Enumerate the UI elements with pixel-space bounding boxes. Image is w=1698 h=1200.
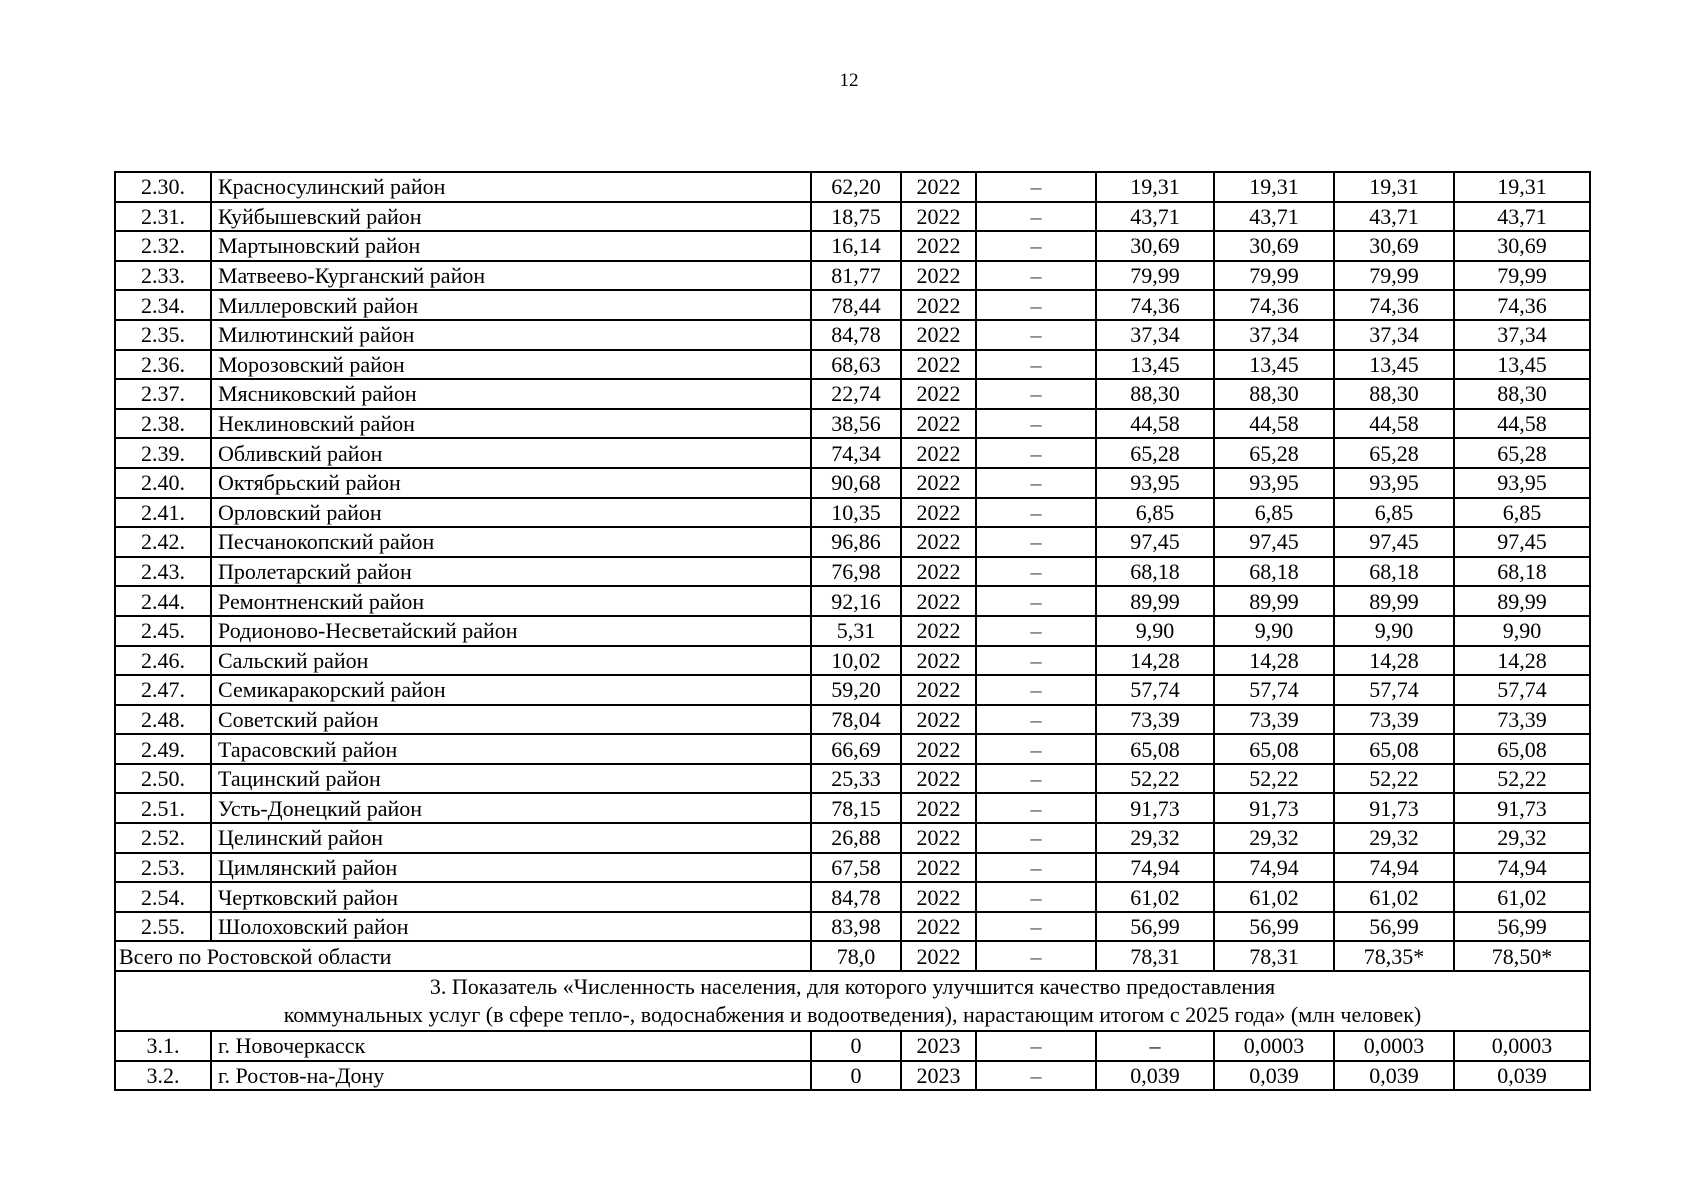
district-name: Мясниковский район [211,379,811,409]
empty-value: – [976,202,1096,232]
value-3: 68,18 [1334,557,1454,587]
value-2: 73,39 [1214,705,1334,735]
base-value: 62,20 [811,172,901,202]
base-value: 74,34 [811,438,901,468]
value-3: 93,95 [1334,468,1454,498]
base-year: 2022 [901,823,976,853]
district-name: Мартыновский район [211,231,811,261]
row-number: 2.50. [115,764,211,794]
table-row [115,202,1590,232]
base-year: 2022 [901,379,976,409]
empty-value: – [976,261,1096,291]
empty-value: – [976,379,1096,409]
base-year: 2022 [901,557,976,587]
district-name: Миллеровский район [211,290,811,320]
row-number: 2.44. [115,586,211,616]
row-number: 2.53. [115,853,211,883]
value-1: 37,34 [1096,320,1214,350]
value-4: 57,74 [1454,675,1590,705]
total-base-value: 78,0 [811,941,901,971]
value-4: 73,39 [1454,705,1590,735]
row-number: 2.40. [115,468,211,498]
empty-value: – [976,912,1096,942]
base-value: 26,88 [811,823,901,853]
value-2: 88,30 [1214,379,1334,409]
value-4: 68,18 [1454,557,1590,587]
base-value: 84,78 [811,882,901,912]
district-name: Куйбышевский район [211,202,811,232]
empty-value: – [976,350,1096,380]
value-1: 65,28 [1096,438,1214,468]
table-row [115,882,1590,912]
table-row [115,290,1590,320]
value-2: 74,36 [1214,290,1334,320]
value-3: 19,31 [1334,172,1454,202]
base-year: 2023 [901,1031,976,1061]
district-name: Шолоховский район [211,912,811,942]
row-number: 2.32. [115,231,211,261]
table-row [115,320,1590,350]
value-1: 43,71 [1096,202,1214,232]
empty-value: – [976,527,1096,557]
row-number: 2.31. [115,202,211,232]
value-3: 14,28 [1334,646,1454,676]
value-4: 74,94 [1454,853,1590,883]
district-name: г. Новочеркасск [211,1031,811,1061]
base-year: 2022 [901,231,976,261]
district-name: Орловский район [211,498,811,528]
base-year: 2022 [901,320,976,350]
value-3: 43,71 [1334,202,1454,232]
value-4: 61,02 [1454,882,1590,912]
value-2: 91,73 [1214,793,1334,823]
district-name: Пролетарский район [211,557,811,587]
value-1: 74,94 [1096,853,1214,883]
value-1: 68,18 [1096,557,1214,587]
value-3: 74,94 [1334,853,1454,883]
base-year: 2022 [901,498,976,528]
base-year: 2022 [901,527,976,557]
empty-value: – [976,498,1096,528]
value-4: 44,58 [1454,409,1590,439]
value-1: 30,69 [1096,231,1214,261]
empty-value: – [976,882,1096,912]
empty-value: – [976,290,1096,320]
value-2: 14,28 [1214,646,1334,676]
value-1: 65,08 [1096,734,1214,764]
value-4: 74,36 [1454,290,1590,320]
base-value: 59,20 [811,675,901,705]
table-row [115,409,1590,439]
value-2: 37,34 [1214,320,1334,350]
total-base-year: 2022 [901,941,976,971]
value-2: 44,58 [1214,409,1334,439]
empty-value: – [976,793,1096,823]
table-row [115,853,1590,883]
base-value: 84,78 [811,320,901,350]
table-row [115,705,1590,735]
base-year: 2022 [901,764,976,794]
table-row [115,261,1590,291]
base-value: 78,04 [811,705,901,735]
value-2: 65,08 [1214,734,1334,764]
empty-value: – [976,705,1096,735]
value-4: 0,0003 [1454,1031,1590,1061]
value-4: 9,90 [1454,616,1590,646]
base-value: 67,58 [811,853,901,883]
value-4: 65,08 [1454,734,1590,764]
value-4: 6,85 [1454,498,1590,528]
table-row [115,646,1590,676]
value-2: 61,02 [1214,882,1334,912]
base-value: 10,02 [811,646,901,676]
base-value: 81,77 [811,261,901,291]
base-year: 2022 [901,646,976,676]
value-2: 57,74 [1214,675,1334,705]
empty-value: – [976,616,1096,646]
value-1: 19,31 [1096,172,1214,202]
empty-value: – [976,1061,1096,1091]
table-row [115,527,1590,557]
value-2: 93,95 [1214,468,1334,498]
value-1: 79,99 [1096,261,1214,291]
empty-value: – [976,172,1096,202]
base-value: 16,14 [811,231,901,261]
base-year: 2022 [901,468,976,498]
base-value: 78,15 [811,793,901,823]
row-number: 2.38. [115,409,211,439]
value-3: 73,39 [1334,705,1454,735]
district-name: Ремонтненский район [211,586,811,616]
row-number: 2.42. [115,527,211,557]
value-1: 93,95 [1096,468,1214,498]
table-row [115,557,1590,587]
total-value-1: 78,31 [1096,941,1214,971]
table-row [115,438,1590,468]
base-value: 10,35 [811,498,901,528]
district-name: Неклиновский район [211,409,811,439]
empty-value: – [976,557,1096,587]
base-year: 2022 [901,705,976,735]
value-2: 52,22 [1214,764,1334,794]
table-row [115,912,1590,942]
base-value: 90,68 [811,468,901,498]
base-year: 2022 [901,438,976,468]
value-3: 97,45 [1334,527,1454,557]
section-header-row [115,971,1590,1031]
district-name: г. Ростов-на-Дону [211,1061,811,1091]
base-year: 2022 [901,793,976,823]
value-2: 13,45 [1214,350,1334,380]
value-2: 89,99 [1214,586,1334,616]
value-2: 0,039 [1214,1061,1334,1091]
table-row [115,379,1590,409]
value-4: 65,28 [1454,438,1590,468]
value-4: 79,99 [1454,261,1590,291]
base-year: 2022 [901,734,976,764]
value-2: 30,69 [1214,231,1334,261]
value-4: 30,69 [1454,231,1590,261]
value-4: 0,039 [1454,1061,1590,1091]
district-name: Тарасовский район [211,734,811,764]
value-3: 57,74 [1334,675,1454,705]
section-3-title-line-1: 3. Показатель «Численность населения, для которого улучшится качество предоставления [429,974,1276,1000]
empty-value: – [976,764,1096,794]
district-name: Обливский район [211,438,811,468]
base-year: 2023 [901,1061,976,1091]
base-value: 25,33 [811,764,901,794]
base-year: 2022 [901,172,976,202]
value-3: 65,28 [1334,438,1454,468]
value-3: 61,02 [1334,882,1454,912]
value-3: 74,36 [1334,290,1454,320]
empty-value: – [976,1031,1096,1061]
total-row [115,941,1590,971]
value-3: 89,99 [1334,586,1454,616]
district-name: Родионово-Несветайский район [211,616,811,646]
district-name: Милютинский район [211,320,811,350]
value-1: 14,28 [1096,646,1214,676]
value-4: 52,22 [1454,764,1590,794]
row-number: 2.46. [115,646,211,676]
value-2: 43,71 [1214,202,1334,232]
total-value-2: 78,31 [1214,941,1334,971]
value-2: 65,28 [1214,438,1334,468]
value-1: 44,58 [1096,409,1214,439]
base-year: 2022 [901,853,976,883]
base-year: 2022 [901,290,976,320]
total-value-3: 78,35* [1334,941,1454,971]
district-name: Чертковский район [211,882,811,912]
empty-value: – [976,409,1096,439]
base-value: 22,74 [811,379,901,409]
base-year: 2022 [901,350,976,380]
base-value: 76,98 [811,557,901,587]
value-4: 93,95 [1454,468,1590,498]
value-3: 0,039 [1334,1061,1454,1091]
page-number: 12 [839,70,859,91]
value-3: 6,85 [1334,498,1454,528]
value-4: 89,99 [1454,586,1590,616]
base-year: 2022 [901,261,976,291]
value-1: 61,02 [1096,882,1214,912]
empty-value: – [976,468,1096,498]
row-number: 2.43. [115,557,211,587]
value-4: 14,28 [1454,646,1590,676]
value-1: 91,73 [1096,793,1214,823]
district-name: Морозовский район [211,350,811,380]
district-name: Семикаракорский район [211,675,811,705]
value-1: 9,90 [1096,616,1214,646]
row-number: 2.52. [115,823,211,853]
district-name: Цимлянский район [211,853,811,883]
value-3: 91,73 [1334,793,1454,823]
empty-value: – [976,646,1096,676]
table-row [115,793,1590,823]
value-1: 74,36 [1096,290,1214,320]
total-empty-value: – [976,941,1096,971]
value-3: 9,90 [1334,616,1454,646]
base-value: 5,31 [811,616,901,646]
base-value: 38,56 [811,409,901,439]
district-name: Тацинский район [211,764,811,794]
table-row [115,616,1590,646]
empty-value: – [976,438,1096,468]
value-1: 52,22 [1096,764,1214,794]
value-2: 19,31 [1214,172,1334,202]
value-2: 0,0003 [1214,1031,1334,1061]
base-year: 2022 [901,202,976,232]
table-row [115,823,1590,853]
row-number: 2.45. [115,616,211,646]
value-4: 29,32 [1454,823,1590,853]
base-year: 2022 [901,586,976,616]
value-2: 97,45 [1214,527,1334,557]
table-row [115,231,1590,261]
section-3-title-line-2: коммунальных услуг (в сфере тепло-, водоснабжения и водоотведения), нарастающим итогом с 2025 года» (млн человек) [283,1002,1422,1028]
row-number: 2.36. [115,350,211,380]
district-name: Усть-Донецкий район [211,793,811,823]
base-value: 83,98 [811,912,901,942]
district-name: Матвеево-Курганский район [211,261,811,291]
table-row [115,734,1590,764]
value-2: 79,99 [1214,261,1334,291]
row-number: 2.33. [115,261,211,291]
table-row [115,675,1590,705]
district-name: Красносулинский район [211,172,811,202]
row-number: 2.54. [115,882,211,912]
row-number: 2.35. [115,320,211,350]
value-4: 88,30 [1454,379,1590,409]
empty-value: – [976,823,1096,853]
table-row [115,172,1590,202]
value-2: 6,85 [1214,498,1334,528]
total-label: Всего по Ростовской области [115,941,811,971]
value-1: 13,45 [1096,350,1214,380]
empty-value: – [976,320,1096,350]
value-3: 88,30 [1334,379,1454,409]
value-3: 52,22 [1334,764,1454,794]
value-4: 43,71 [1454,202,1590,232]
base-value: 18,75 [811,202,901,232]
value-2: 56,99 [1214,912,1334,942]
empty-value: – [976,734,1096,764]
value-2: 29,32 [1214,823,1334,853]
base-value: 0 [811,1031,901,1061]
district-name: Целинский район [211,823,811,853]
empty-value: – [976,231,1096,261]
value-1: 56,99 [1096,912,1214,942]
table-row [115,764,1590,794]
value-3: 79,99 [1334,261,1454,291]
value-1: 29,32 [1096,823,1214,853]
value-3: 56,99 [1334,912,1454,942]
table-row [115,350,1590,380]
row-number: 2.49. [115,734,211,764]
base-value: 96,86 [811,527,901,557]
value-3: 37,34 [1334,320,1454,350]
value-4: 91,73 [1454,793,1590,823]
indicator-table [114,171,1591,1091]
base-year: 2022 [901,882,976,912]
value-4: 19,31 [1454,172,1590,202]
base-year: 2022 [901,675,976,705]
empty-value: – [976,853,1096,883]
value-3: 44,58 [1334,409,1454,439]
value-4: 13,45 [1454,350,1590,380]
row-number: 2.37. [115,379,211,409]
value-1: 88,30 [1096,379,1214,409]
row-number: 2.55. [115,912,211,942]
value-3: 0,0003 [1334,1031,1454,1061]
value-3: 29,32 [1334,823,1454,853]
value-1: 0,039 [1096,1061,1214,1091]
row-number: 2.41. [115,498,211,528]
row-number: 2.34. [115,290,211,320]
base-year: 2022 [901,409,976,439]
row-number: 2.39. [115,438,211,468]
row-number: 2.30. [115,172,211,202]
base-value: 78,44 [811,290,901,320]
row-number: 3.1. [115,1031,211,1061]
base-value: 92,16 [811,586,901,616]
value-3: 65,08 [1334,734,1454,764]
total-value-4: 78,50* [1454,941,1590,971]
value-1: 89,99 [1096,586,1214,616]
row-number: 3.2. [115,1061,211,1091]
value-3: 30,69 [1334,231,1454,261]
district-name: Октябрьский район [211,468,811,498]
base-year: 2022 [901,616,976,646]
value-2: 9,90 [1214,616,1334,646]
row-number: 2.51. [115,793,211,823]
table-row [115,586,1590,616]
value-2: 68,18 [1214,557,1334,587]
value-4: 37,34 [1454,320,1590,350]
base-year: 2022 [901,912,976,942]
row-number: 2.47. [115,675,211,705]
value-1: – [1096,1031,1214,1061]
table-row [115,498,1590,528]
row-number: 2.48. [115,705,211,735]
section-3-title [115,971,1590,1031]
empty-value: – [976,675,1096,705]
value-1: 6,85 [1096,498,1214,528]
value-2: 74,94 [1214,853,1334,883]
value-1: 73,39 [1096,705,1214,735]
value-4: 56,99 [1454,912,1590,942]
district-name: Песчанокопский район [211,527,811,557]
value-1: 57,74 [1096,675,1214,705]
table-row [115,1031,1590,1061]
table-row [115,468,1590,498]
table-row [115,1061,1590,1091]
value-3: 13,45 [1334,350,1454,380]
base-value: 68,63 [811,350,901,380]
base-value: 0 [811,1061,901,1091]
empty-value: – [976,586,1096,616]
value-4: 97,45 [1454,527,1590,557]
district-name: Советский район [211,705,811,735]
base-value: 66,69 [811,734,901,764]
district-name: Сальский район [211,646,811,676]
value-1: 97,45 [1096,527,1214,557]
